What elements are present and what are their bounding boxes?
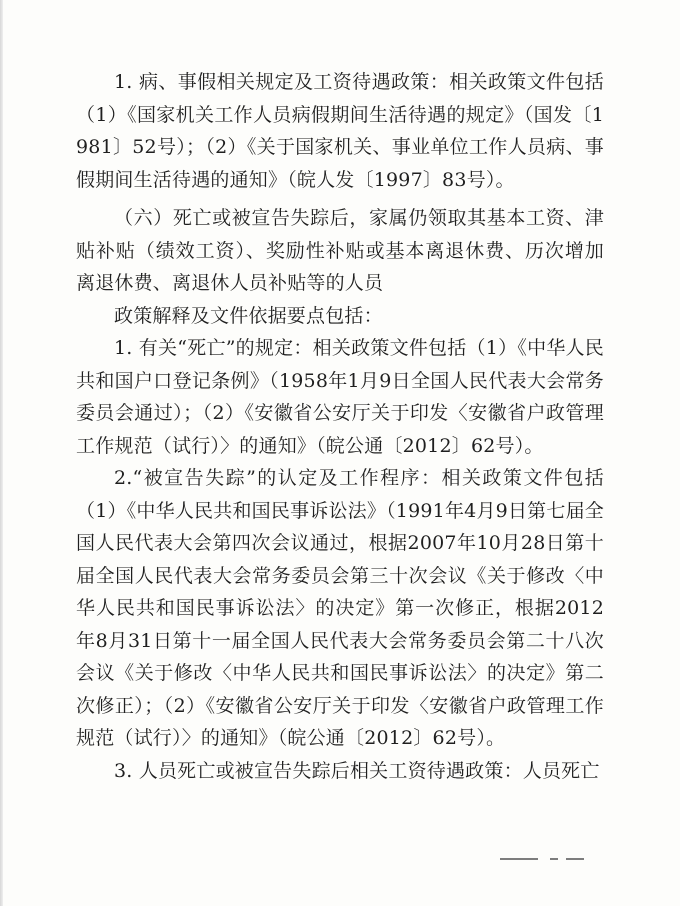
footer-line-middle [550,858,558,860]
footer-line-left [500,858,538,860]
policy-paragraph-wage-benefits: 3. 人员死亡或被宣告失踪后相关工资待遇政策：人员死亡 [114,759,600,782]
policy-intro-paragraph: 政策解释及文件依据要点包括： [114,304,383,327]
policy-paragraph-death: 1. 有关“死亡”的规定：相关政策文件包括（1）《中华人民共和国户口登记条例》（1958年1月9日全国人民代表大会常务委员会通过）；（2）《安徽省公安厅关于印发〈安徽省户政管理工作规范（试行）〉的通知》（皖公通〔2012〕62号）。 [76,337,604,457]
footer-line-right [566,858,584,860]
page-edge-shadow [0,0,3,906]
section-heading-6: （六）死亡或被宣告失踪后，家属仍领取其基本工资、津贴补贴（绩效工资）、奖励性补贴或基本离退休费、历次增加离退休费、离退休人员补贴等的人员 [76,207,604,294]
policy-paragraph-missing: 2.“被宣告失踪”的认定及工作程序：相关政策文件包括（1）《中华人民共和国民事诉讼法》（1991年4月9日第七届全国人民代表大会第四次会议通过，根据2007年10月28日第十届全国人民代表大会常务委员会第三十次会议《关于修改〈中华人民共和国民事诉讼法〉的决定》第一次修正，根据2012年8月31日第十一届全国人民代表大会常务委员会第二十八次会议《关于修改〈中华人民共和国民事诉讼法〉的决定》第二次修正）；（2）《安徽省公安厅关于印发〈安徽省户政管理工作规范（试行）〉的通知》（皖公通〔2012〕62号）。 [76,467,604,749]
document-body [76,66,604,787]
policy-paragraph-1: 1. 病、事假相关规定及工资待遇政策：相关政策文件包括（1）《国家机关工作人员病假期间生活待遇的规定》（国发〔1981〕52号）；（2）《关于国家机关、事业单位工作人员病、事假期间生活待遇的通知》（皖人发〔1997〕83号）。 [76,71,604,191]
